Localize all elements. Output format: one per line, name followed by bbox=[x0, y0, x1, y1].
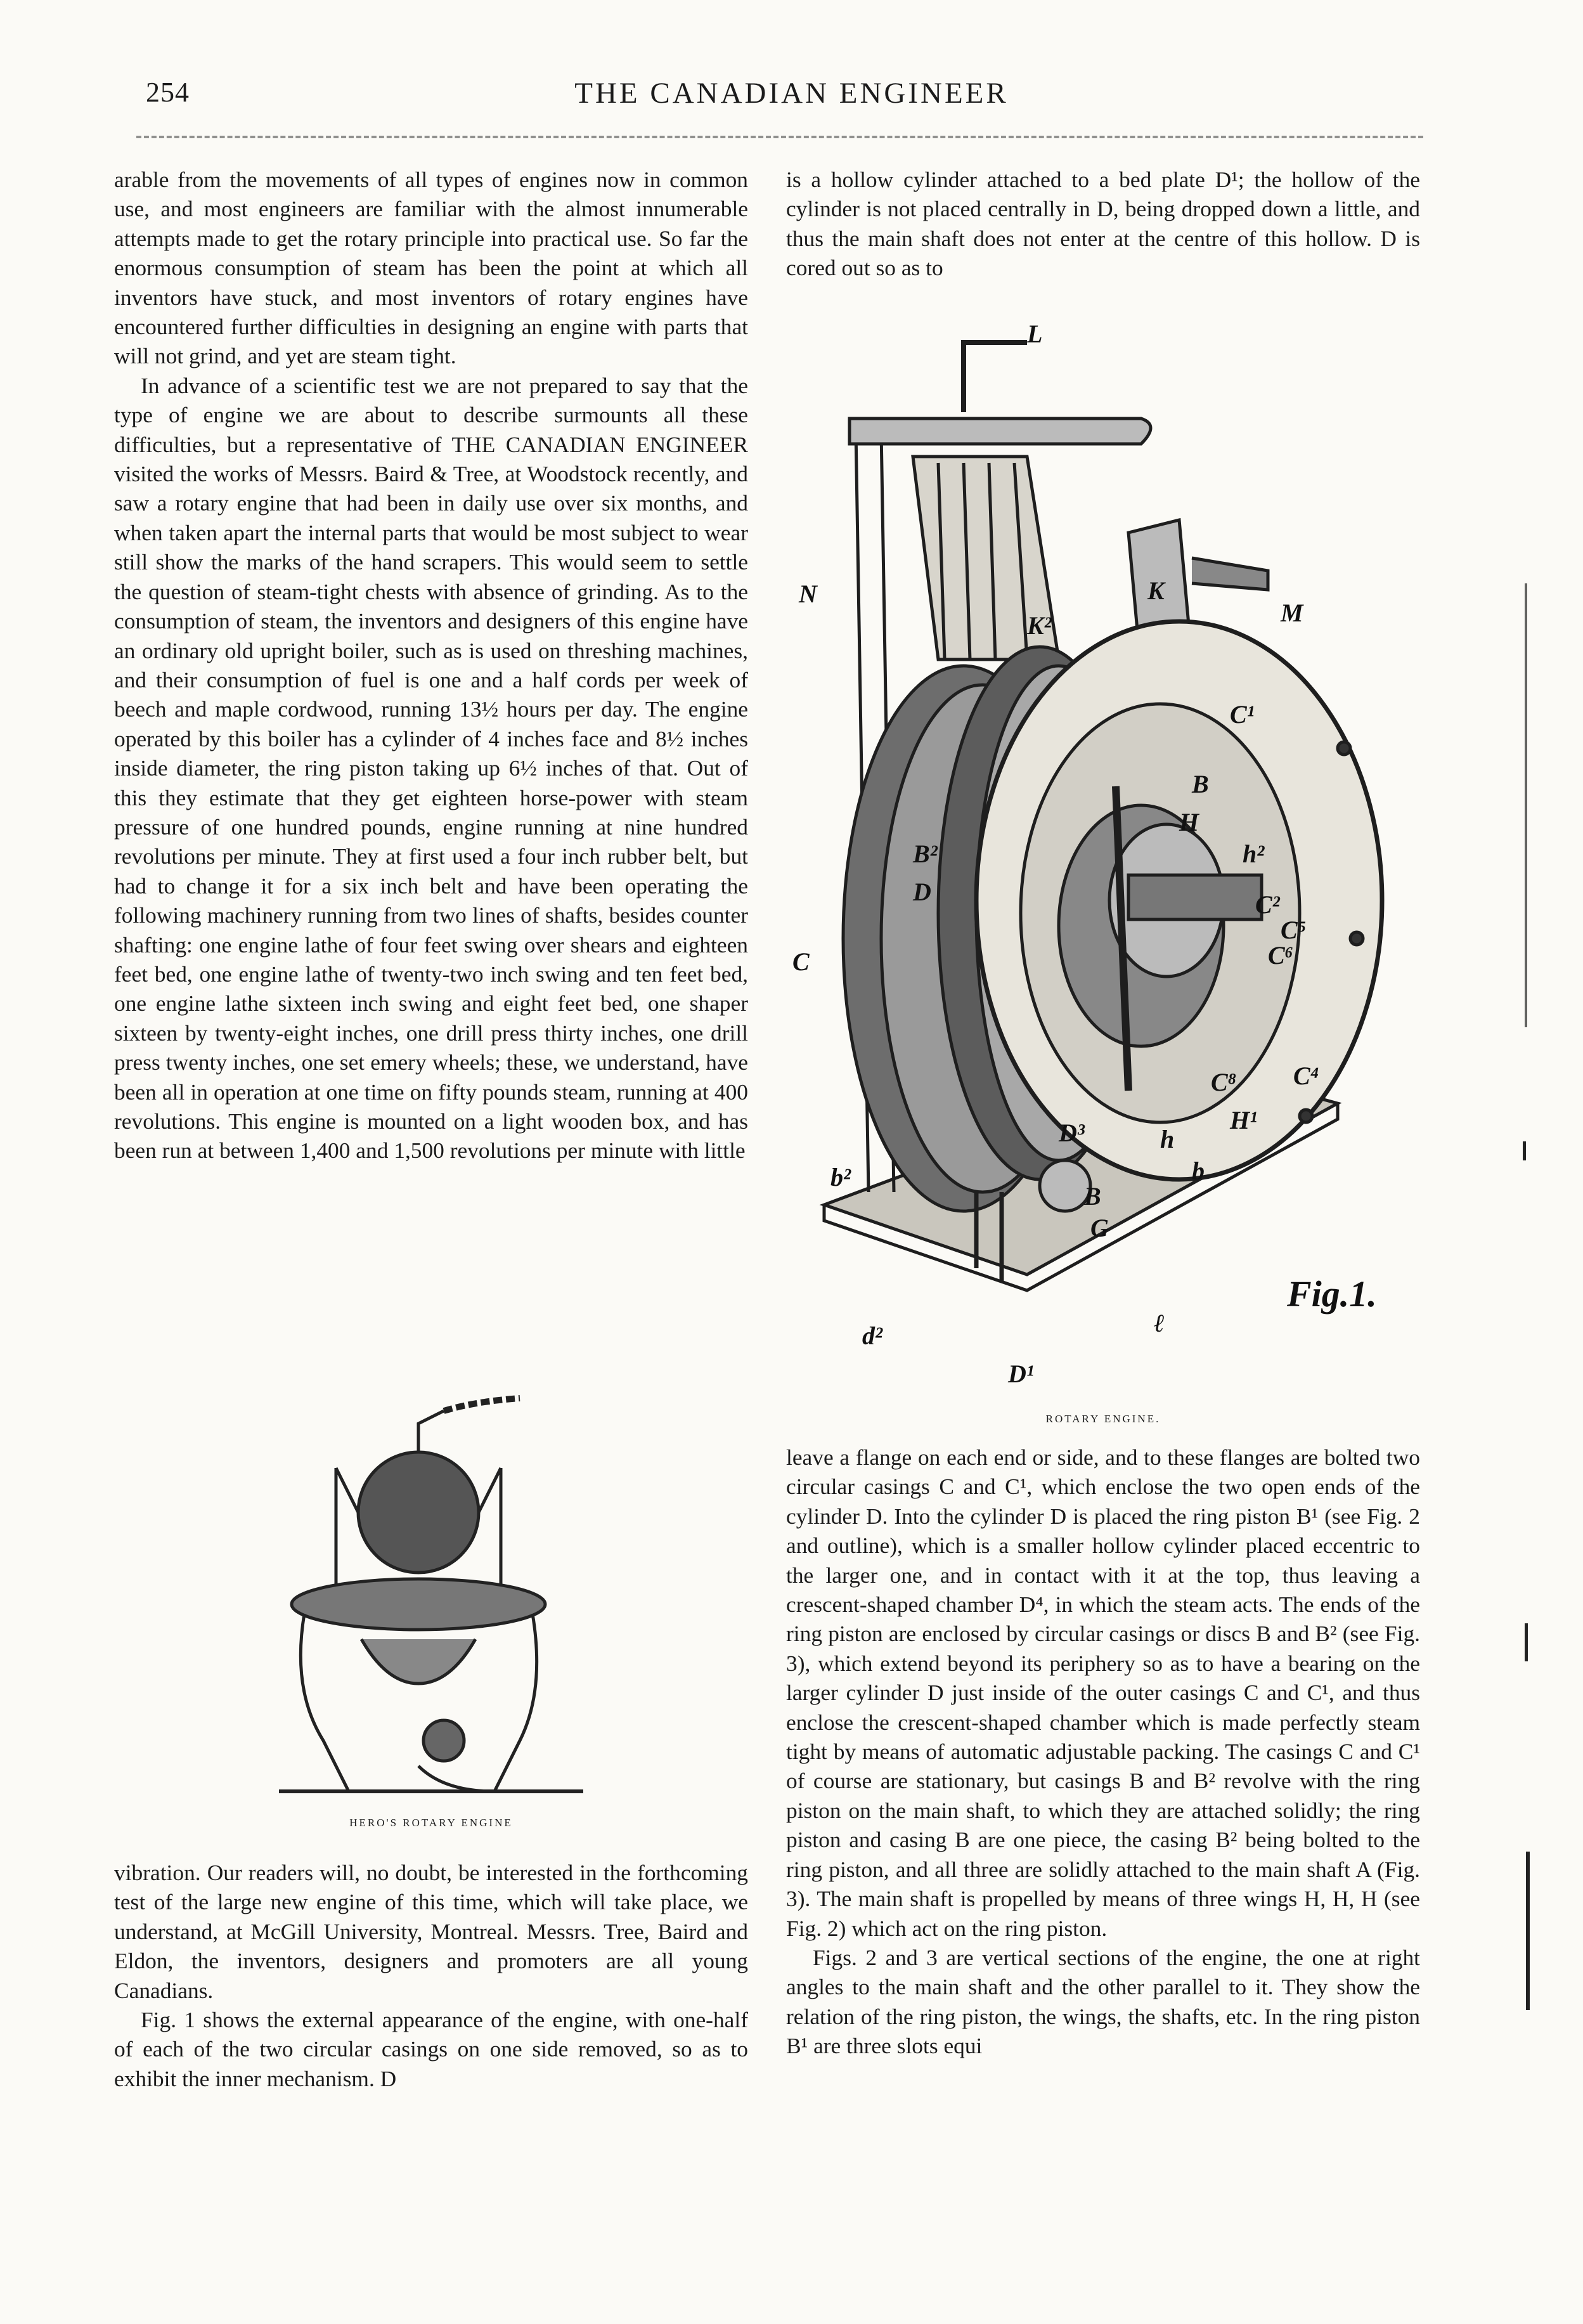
fig1-letter-h-small: h bbox=[1160, 1125, 1175, 1153]
fig1-letter-n: N bbox=[799, 580, 817, 608]
fig1-letter-b: B bbox=[1192, 770, 1209, 798]
fig1-letter-b2: b² bbox=[830, 1163, 851, 1191]
header-rule bbox=[136, 136, 1423, 138]
fig1-letter-b-lower: B bbox=[1084, 1182, 1101, 1211]
fig1-letter-m: M bbox=[1281, 599, 1303, 627]
scan-mark bbox=[1526, 1852, 1530, 2010]
fig1-letter-c1: C¹ bbox=[1230, 700, 1255, 729]
fig1-letter-d3: D³ bbox=[1059, 1119, 1085, 1147]
fig1-label: Fig.1. bbox=[1287, 1273, 1377, 1315]
running-head: THE CANADIAN ENGINEER bbox=[574, 77, 1009, 110]
scan-mark bbox=[1525, 583, 1527, 1027]
heros-engine-caption: HERO'S ROTARY ENGINE bbox=[349, 1817, 513, 1829]
right-paragraph-2: leave a flange on each end or side, and to these flanges are bolted two circular casings C and C¹, which enclose the two open ends of the cylinder D. Into the cylinder D is placed the ring piston B¹ (see Fig. 2 and outline), which is a smaller hollow cylinder placed eccentric to the larger one, and in contact with it at the top, thus leaving a crescent-shaped chamber D⁴, in which the steam acts. The ends of the ring piston are enclosed by circular casings or discs B and B² (see Fig. 3), which extend beyond its periphery so as to have a bearing on the larger cylinder D just inside of the outer casings C and C¹, and thus enclose the crescent-shaped chamber which is made perfectly steam tight by means of automatic adjustable packing. The casings C and C¹ of course are stationary, but casings B and B² revolve with the ring piston on the main shaft, to which they are attached solidly; the ring piston and casing B are one piece, the casing B² being bolted to the ring piston, and all three are solidly attached to the main shaft A (Fig. 3). The main shaft is propelled by means of three wings H, H, H (see Fig. 2) which act on the ring piston. bbox=[786, 1444, 1420, 1941]
left-paragraph-2: In advance of a scientific test we are not prepared to say that the type of engine we are about to describe surmounts all these difficulties, but a representative of THE CANADIAN ENGINEER visited the works of Messrs. Baird & Tree, at Woodstock recently, and saw a rotary engine that had been in daily use over six months, and when taken apart the internal parts that would be most subject to wear still show the marks of the hand scrapers. This would seem to settle the question of steam-tight chests with absence of grinding. As to the consumption of steam, the inventors and designers of this engine have an ordinary old upright boiler, such as is used on threshing machines, and their consumption of fuel is one and a half cords per week of beech and maple cordwood, running 13½ hours per day. The engine operated by this boiler has a cylinder of 4 inches face and 8½ inches inside diameter, the ring piston taking up 6½ inches of that. Out of this they estimate that they get eighteen horse-power with steam pressure of one hundred pounds, engine running at nine hundred revolutions per minute. They at first used a four inch rubber belt, but had to change it for a six inch belt and have been operating the following machinery running from two lines of shafts, besides counter shafting: one engine lathe of four feet swing over shears and eighteen feet bed, one engine lathe of twenty-two inch swing and ten feet bed, one engine lathe sixteen inch swing and eight feet bed, one shaper sixteen by twenty-eight inches, one drill press thirty inches, one drill press twenty inches, one set emery wheels; these, we understand, have been all in operation at one time on fifty pounds steam, running at 400 revolutions. This engine is mounted on a light wooden box, and has been run at between 1,400 and 1,500 revolutions per minute with little bbox=[114, 372, 748, 1164]
rotary-engine-figure bbox=[786, 304, 1420, 1395]
left-paragraph-3: vibration. Our readers will, no doubt, be interested in the forthcoming test of the large new engine of this time, which will take place, we understand, at McGill University, Montreal. Messrs. Tree, Baird and Eldon, the inventors, designers and promoters are all young Canadians. bbox=[114, 1860, 748, 2003]
fig1-letter-h1: H¹ bbox=[1230, 1106, 1258, 1134]
fig1-letter-b-small: b bbox=[1192, 1157, 1205, 1185]
fig1-letter-c4: C⁴ bbox=[1293, 1061, 1319, 1090]
left-column-top bbox=[114, 165, 748, 1165]
fig1-letter-k2: K² bbox=[1027, 611, 1052, 640]
fig1-letter-h2: h² bbox=[1243, 840, 1265, 868]
scan-mark bbox=[1525, 1623, 1528, 1661]
page-number: 254 bbox=[146, 77, 190, 108]
scan-mark bbox=[1523, 1141, 1526, 1160]
fig1-letter-h: H bbox=[1179, 808, 1199, 836]
right-column-bottom bbox=[786, 1443, 1420, 2061]
fig1-letter-b2-upper: B² bbox=[913, 840, 938, 868]
fig1-letter-c: C bbox=[792, 947, 810, 976]
right-column-top bbox=[786, 165, 1420, 283]
fig1-letter-l-small: ℓ bbox=[1154, 1309, 1165, 1337]
left-paragraph-1: arable from the movements of all types of engines now in common use, and most engineers are familiar with the almost innumerable attempts made to get the rotary principle into practical use. So far the enormous consumption of steam has been the point at which all inventors have stuck, and most inventors of rotary engines have encountered further difficulties in designing an engine with parts that will not grind, and yet are steam tight. bbox=[114, 167, 748, 369]
rotary-engine-caption: ROTARY ENGINE. bbox=[1045, 1413, 1161, 1425]
right-paragraph-3: Figs. 2 and 3 are vertical sections of the engine, the one at right angles to the main shaft and the other parallel to it. They show the relation of the ring piston, the wings, the shafts, etc. In the ring piston B¹ are three slots equi bbox=[786, 1944, 1420, 2059]
fig1-letter-c6: C⁶ bbox=[1268, 941, 1294, 970]
fig1-letter-l: L bbox=[1027, 320, 1043, 348]
heros-rotary-engine-figure bbox=[266, 1386, 596, 1810]
fig1-letter-g: G bbox=[1090, 1214, 1109, 1242]
fig1-letter-d1: D¹ bbox=[1008, 1360, 1034, 1388]
fig1-letter-c8: C⁸ bbox=[1211, 1068, 1237, 1096]
fig1-letter-c2: C² bbox=[1255, 890, 1280, 919]
fig1-letter-k: K bbox=[1147, 576, 1165, 605]
fig1-letter-d2: d² bbox=[862, 1321, 882, 1350]
right-paragraph-1: is a hollow cylinder attached to a bed plate D¹; the hollow of the cylinder is not placed centrally in D, being dropped down a little, and thus the main shaft does not enter at the centre of this hollow. D is cored out so as to bbox=[786, 167, 1420, 281]
fig1-letter-c5: C⁵ bbox=[1281, 916, 1307, 944]
left-paragraph-4: Fig. 1 shows the external appearance of the engine, with one-half of each of the two circular casings on one side removed, so as to exhibit the inner mechanism. D bbox=[114, 2007, 748, 2091]
fig1-letter-d: D bbox=[913, 878, 931, 906]
left-column-bottom bbox=[114, 1858, 748, 2093]
